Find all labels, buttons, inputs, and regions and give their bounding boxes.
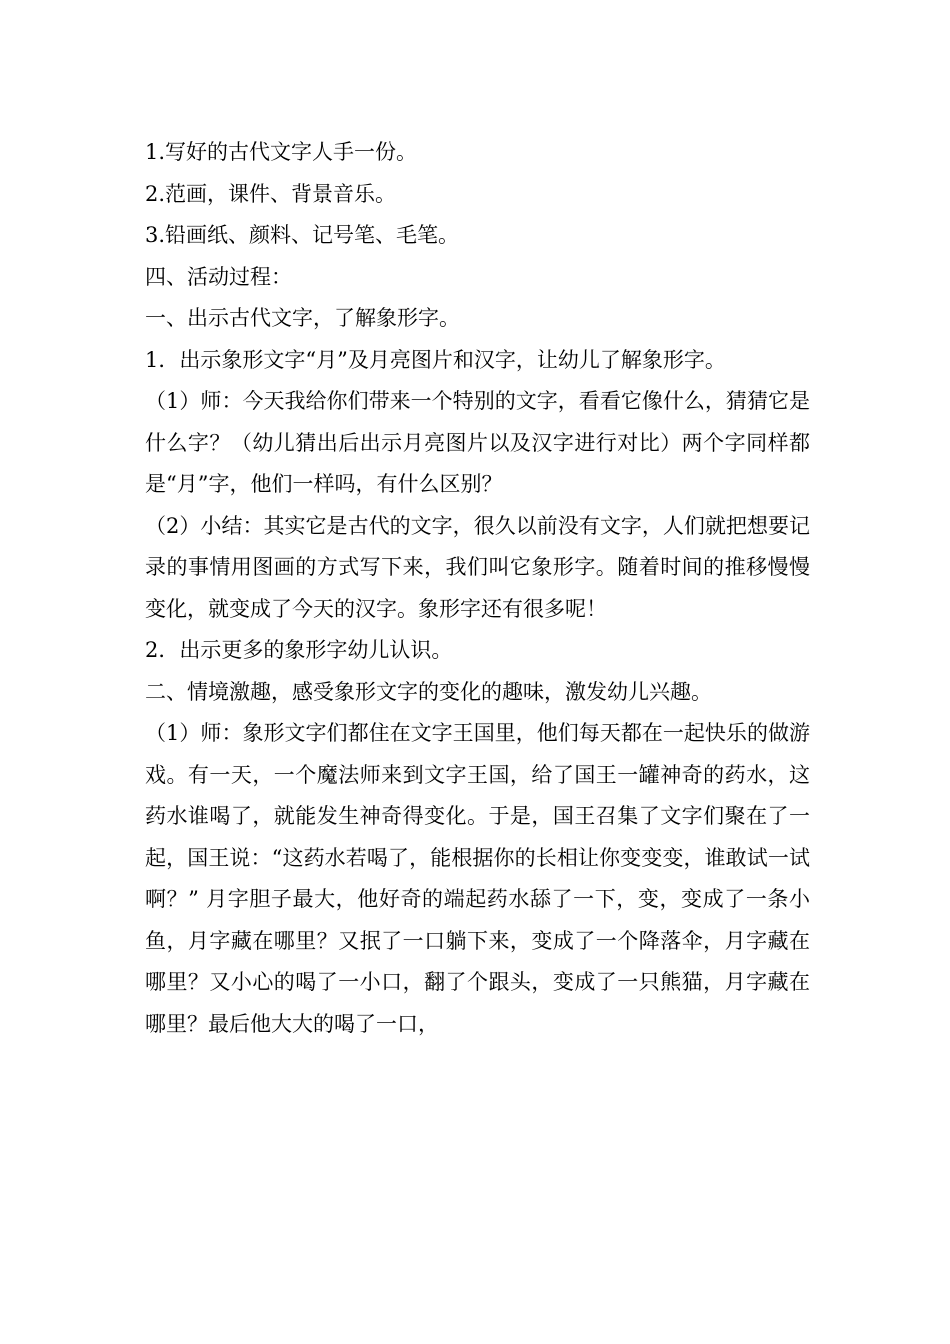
step-heading-1: 一、出示古代文字，了解象形字。 xyxy=(145,306,460,330)
step-item-1-1: 1．出示象形文字“月”及月亮图片和汉字，让幼儿了解象形字。 xyxy=(145,347,726,372)
step-item-1-2: 2．出示更多的象形字幼儿认识。 xyxy=(145,638,453,662)
section-heading-activity-process: 四、活动过程： xyxy=(145,264,292,289)
step-heading-2: 二、情境激趣，感受象形文字的变化的趣味，激发幼儿兴趣。 xyxy=(145,679,712,704)
document-body xyxy=(145,132,810,1045)
material-item-2: 2.范画，课件、背景音乐。 xyxy=(145,181,397,206)
step-paragraph-summary: （2）小结：其实它是古代的文字，很久以前没有文字，人们就把想要记录的事情用图画的方式写下来，我们叫它象形字。随着时间的推移慢慢变化，就变成了今天的汉字。象形字还有很多呢！ xyxy=(145,513,810,621)
step-paragraph-teacher-2: （1）师：象形文字们都住在文字王国里，他们每天都在一起快乐的做游戏。有一天，一个魔法师来到文字王国，给了国王一罐神奇的药水，这药水谁喝了，就能发生神奇得变化。于是，国王召集了文字们聚在了一起，国王说：“这药水若喝了，能根据你的长相让你变变变，谁敢试一试啊？” 月字胆子最大，他好奇的端起药水舔了一下，变，变成了一条小鱼，月字藏在哪里？又抿了一口躺下来，变成了一个降落伞，月字藏在哪里？又小心的喝了一小口，翻了个跟头，变成了一只熊猫，月字藏在哪里？最后他大大的喝了一口， xyxy=(145,721,810,1036)
step-paragraph-teacher-1: （1）师：今天我给你们带来一个特别的文字，看看它像什么，猜猜它是什么字？（幼儿猜出后出示月亮图片以及汉字进行对比）两个字同样都是“月”字，他们一样吗，有什么区别？ xyxy=(145,389,810,496)
material-item-1: 1.写好的古代文字人手一份。 xyxy=(145,140,418,164)
material-item-3: 3.铅画纸、颜料、记号笔、毛笔。 xyxy=(145,223,460,247)
